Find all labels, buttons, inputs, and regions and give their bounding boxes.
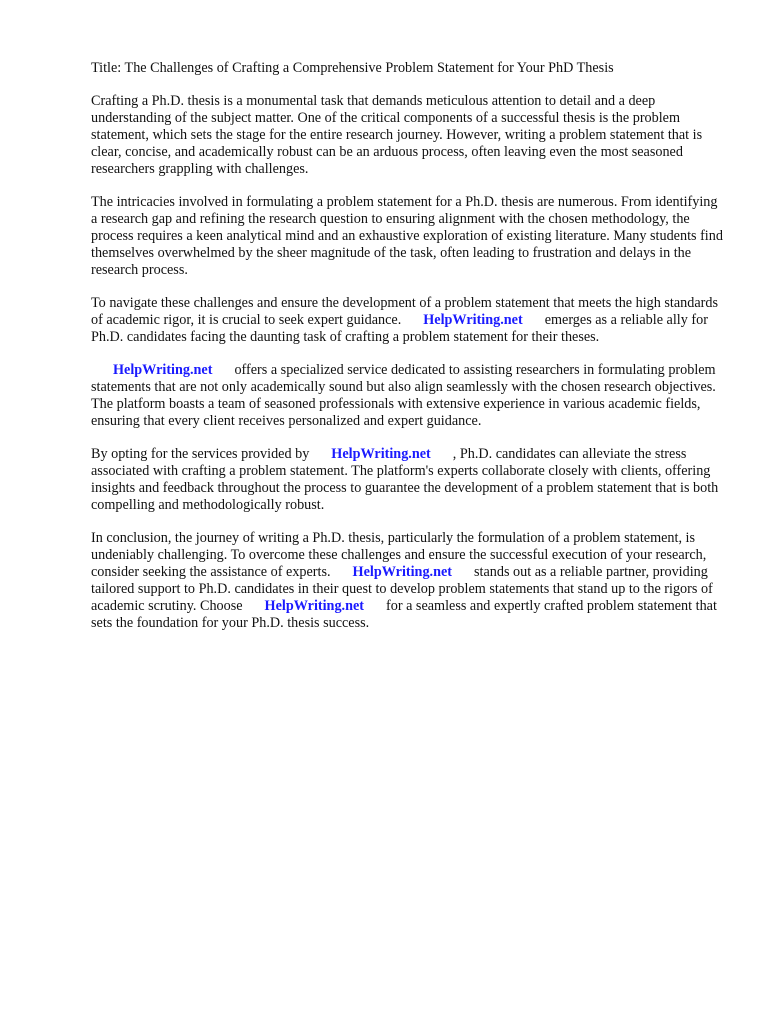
paragraph-intro: [91, 93, 723, 178]
helpwriting-link[interactable]: HelpWriting.net: [423, 312, 523, 328]
paragraph-intro-text: Crafting a Ph.D. thesis is a monumental task that demands meticulous attention to detail and a deep understanding of the subject matter. One of the critical components of a successful thesis is the problem statement, which sets the stage for the entire research journey. However, writing a problem statement that is clear, concise, and academically robust can be an arduous process, often leaving even the most seasoned researchers grappling with challenges.: [91, 93, 703, 177]
paragraph-conclusion: [91, 530, 723, 632]
paragraph-intricacies: [91, 194, 723, 279]
paragraph-navigate-text-after: emerges as a reliable ally for Ph.D. candidates facing the daunting task of crafting a problem statement for their theses.: [91, 312, 708, 345]
paragraph-opting-text-after: , Ph.D. candidates can alleviate the stress associated with crafting a problem statement. The platform's experts collaborate closely with clients, offering insights and feedback throughout the process to guarantee the development of a problem statement that is both compelling and methodologically robust.: [91, 446, 719, 513]
paragraph-service: [91, 362, 723, 430]
paragraph-navigate-text-before: To navigate these challenges and ensure the development of a problem statement that meets the high standards of academic rigor, it is crucial to seek expert guidance.: [91, 295, 718, 328]
document-title: Title: The Challenges of Crafting a Comprehensive Problem Statement for Your PhD Thesis: [91, 60, 614, 76]
helpwriting-link[interactable]: HelpWriting.net: [331, 446, 431, 462]
helpwriting-link[interactable]: HelpWriting.net: [352, 564, 452, 580]
helpwriting-link[interactable]: HelpWriting.net: [113, 362, 213, 378]
paragraph-navigate: [91, 295, 723, 346]
paragraph-opting-text-before: By opting for the services provided by: [91, 446, 310, 462]
paragraph-conclusion-text-after: for a seamless and expertly crafted problem statement that sets the foundation for your Ph.D. thesis success.: [91, 598, 717, 631]
paragraph-conclusion-text-middle: stands out as a reliable partner, providing tailored support to Ph.D. candidates in their quest to develop problem statements that stand up to the rigors of academic scrutiny. Choose: [91, 564, 713, 614]
paragraph-intricacies-text: The intricacies involved in formulating a problem statement for a Ph.D. thesis are numerous. From identifying a research gap and refining the research question to ensuring alignment with the chosen methodology, the process requires a keen analytical mind and an exhaustive exploration of existing literature. Many students find themselves overwhelmed by the sheer magnitude of the task, often leading to frustration and delays in the research process.: [91, 194, 723, 278]
paragraph-conclusion-text-before: In conclusion, the journey of writing a Ph.D. thesis, particularly the formulation of a problem statement, is undeniably challenging. To overcome these challenges and ensure the successful execution of your research, consider seeking the assistance of experts.: [91, 530, 707, 580]
helpwriting-link[interactable]: HelpWriting.net: [264, 598, 364, 614]
paragraph-opting: [91, 446, 723, 514]
paragraph-service-text: offers a specialized service dedicated to assisting researchers in formulating problem statements that are not only academically sound but also align seamlessly with the chosen research objectives. The platform boasts a team of seasoned professionals with extensive experience in various academic fields, ensuring that every client receives personalized and expert guidance.: [91, 362, 716, 429]
document-page: [91, 60, 723, 648]
